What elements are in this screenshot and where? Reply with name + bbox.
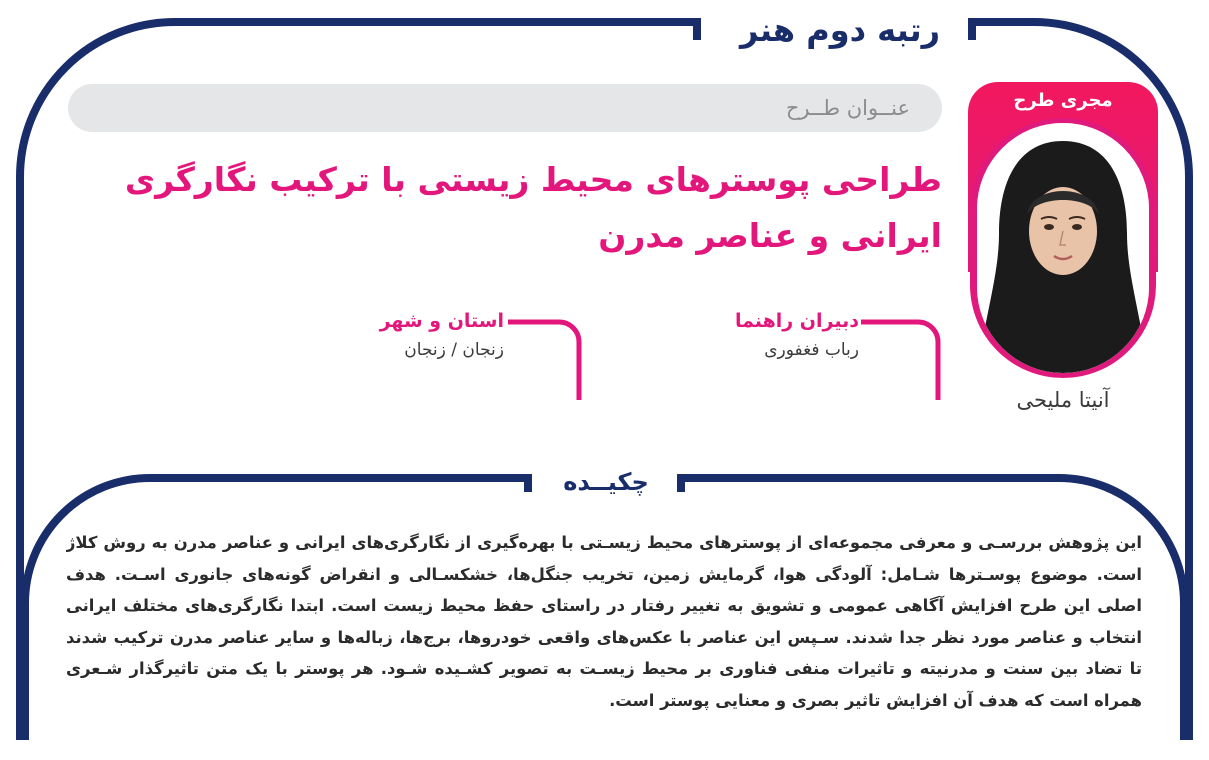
person-role-label: مجری طرح: [1013, 90, 1113, 111]
supervisors-label: دبیران راهنما: [734, 310, 859, 332]
person-photo: [977, 123, 1149, 373]
photo-ring: [970, 118, 1156, 378]
person-portrait-illustration: [977, 123, 1149, 373]
person-card: [968, 82, 1158, 382]
project-title: طراحی پوسترهای محیط زیستی با ترکیب نگارگری ایرانی و عناصر مدرن: [124, 160, 942, 255]
supervisors-block: [735, 310, 859, 360]
person-name: آنیتا ملیحی: [1016, 388, 1110, 412]
supervisors-hook: [861, 322, 938, 400]
abstract-title: چکیــده: [563, 468, 649, 496]
location-value: زنجان / زنجان: [404, 340, 504, 360]
location-label: استان و شهر: [379, 310, 504, 332]
project-title-label: عنــوان طــرح: [785, 96, 910, 120]
rank-title: رتبه دوم هنر: [739, 11, 941, 49]
supervisors-value: رباب فغفوری: [764, 340, 859, 360]
abstract-text: این پژوهش بررسـی و معرفی مجموعه‌ای از پوسترهای محیط زیسـتی با بهره‌گیری از نگارگری‌های ایرانی و عناصر مدرن به روش کلاژ است. موضوع پوسـترها شـامل: آلودگی هوا، گرمایش زمین، تخریب جنگل‌ها، خشکسـالی و انقراض گونه‌های جانوری اسـت. هدف اصلی این طرح افزایش آگاهی عمومی و تشویق به تغییر رفتار در راستای حفظ محیط زیست است. ابتدا نگارگری‌های مختلف ایرانی انتخاب و عناصر مورد نظر جدا شدند. سـپس این عناصر با عکس‌های واقعی خودروها، برج‌ها، زباله‌ها و سایر عناصر مدرن ترکیب شدند تا تضاد بین سنت و مدرنیته و تاثیرات منفی فناوری بر محیط زیسـت به تصویر کشـیده شـود. هر پوستر با یک متن تاثیرگذار شـعری همراه است که هدف آن افزایش تاثیر بصری و معنایی پوستر است.: [66, 533, 1142, 710]
location-block: [380, 310, 504, 360]
location-hook: [508, 322, 579, 400]
project-title-label-pill: [68, 84, 942, 132]
